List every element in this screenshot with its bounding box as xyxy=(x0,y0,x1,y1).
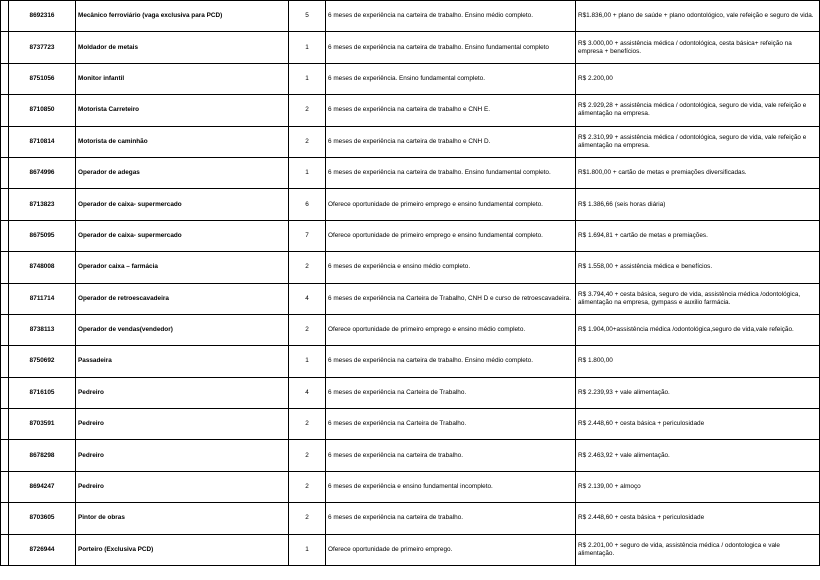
row-margin-cell xyxy=(1,63,9,94)
job-code-cell: 8748008 xyxy=(9,252,76,283)
job-code-cell: 8703605 xyxy=(9,503,76,534)
salary-benefits-cell: R$ 1.800,00 xyxy=(576,346,820,377)
vacancy-count-cell: 2 xyxy=(289,409,326,440)
requirements-cell: 6 meses de experiência e ensino médio completo. xyxy=(326,252,576,283)
job-code-cell: 8675095 xyxy=(9,220,76,251)
table-row xyxy=(1,63,820,94)
row-margin-cell xyxy=(1,440,9,471)
vacancy-count-cell: 2 xyxy=(289,440,326,471)
vacancy-count-cell: 2 xyxy=(289,95,326,126)
job-code-cell: 8737723 xyxy=(9,32,76,63)
requirements-cell: Oferece oportunidade de primeiro emprego e ensino fundamental completo. xyxy=(326,220,576,251)
requirements-cell: 6 meses de experiência na Carteira de Trabalho. xyxy=(326,377,576,408)
vacancy-count-cell: 7 xyxy=(289,220,326,251)
job-code-cell: 8694247 xyxy=(9,471,76,502)
salary-benefits-cell: R$ 1.904,00+assistência médica /odontológica,seguro de vida,vale refeição. xyxy=(576,314,820,345)
requirements-cell: Oferece oportunidade de primeiro emprego. xyxy=(326,534,576,565)
requirements-cell: 6 meses de experiência na carteira de trabalho. xyxy=(326,503,576,534)
salary-benefits-cell: R$ 2.201,00 + seguro de vida, assistência médica / odontologica e vale alimentação. xyxy=(576,534,820,565)
row-margin-cell xyxy=(1,314,9,345)
job-title-cell: Operador de vendas(vendedor) xyxy=(76,314,289,345)
vacancy-count-cell: 1 xyxy=(289,157,326,188)
job-title-cell: Pedreiro xyxy=(76,471,289,502)
salary-benefits-cell: R$ 2.139,00 + almoço xyxy=(576,471,820,502)
row-margin-cell xyxy=(1,346,9,377)
salary-benefits-cell: R$ 2.239,93 + vale alimentação. xyxy=(576,377,820,408)
job-title-cell: Operador de caixa- supermercado xyxy=(76,189,289,220)
vacancy-count-cell: 1 xyxy=(289,346,326,377)
table-row xyxy=(1,314,820,345)
row-margin-cell xyxy=(1,471,9,502)
vacancy-count-cell: 2 xyxy=(289,471,326,502)
salary-benefits-cell: R$ 2.463,92 + vale alimentação. xyxy=(576,440,820,471)
row-margin-cell xyxy=(1,377,9,408)
job-title-cell: Operador de caixa- supermercado xyxy=(76,220,289,251)
salary-benefits-cell: R$ 2.200,00 xyxy=(576,63,820,94)
requirements-cell: 6 meses de experiência na carteira de trabalho. xyxy=(326,440,576,471)
requirements-cell: Oferece oportunidade de primeiro emprego e ensino fundamental completo. xyxy=(326,189,576,220)
salary-benefits-cell: R$1.836,00 + plano de saúde + plano odontológico, vale refeição e seguro de vida. xyxy=(576,1,820,32)
job-code-cell: 8674996 xyxy=(9,157,76,188)
job-title-cell: Pedreiro xyxy=(76,440,289,471)
vacancy-count-cell: 2 xyxy=(289,314,326,345)
job-title-cell: Pedreiro xyxy=(76,409,289,440)
requirements-cell: 6 meses de experiência na carteira de trabalho e CNH D. xyxy=(326,126,576,157)
row-margin-cell xyxy=(1,1,9,32)
row-margin-cell xyxy=(1,220,9,251)
job-title-cell: Pintor de obras xyxy=(76,503,289,534)
job-openings-body xyxy=(1,1,820,566)
requirements-cell: 6 meses de experiência na carteira de trabalho. Ensino fundamental completo xyxy=(326,32,576,63)
requirements-cell: 6 meses de experiência na carteira de trabalho. Ensino fundamental completo. xyxy=(326,157,576,188)
job-code-cell: 8710814 xyxy=(9,126,76,157)
table-row xyxy=(1,346,820,377)
table-row xyxy=(1,126,820,157)
requirements-cell: 6 meses de experiência e ensino fundamental incompleto. xyxy=(326,471,576,502)
requirements-cell: 6 meses de experiência na carteira de trabalho. Ensino médio completo. xyxy=(326,346,576,377)
salary-benefits-cell: R$ 1.386,66 (seis horas diária) xyxy=(576,189,820,220)
table-row xyxy=(1,377,820,408)
vacancy-count-cell: 4 xyxy=(289,283,326,314)
job-code-cell: 8716105 xyxy=(9,377,76,408)
job-title-cell: Monitor infantil xyxy=(76,63,289,94)
job-code-cell: 8726944 xyxy=(9,534,76,565)
job-title-cell: Porteiro (Exclusiva PCD) xyxy=(76,534,289,565)
requirements-cell: 6 meses de experiência na Carteira de Trabalho. xyxy=(326,409,576,440)
job-title-cell: Motorista de caminhão xyxy=(76,126,289,157)
vacancy-count-cell: 2 xyxy=(289,503,326,534)
salary-benefits-cell: R$ 3.000,00 + assistência médica / odontológica, cesta básica+ refeição na empresa + benefícios. xyxy=(576,32,820,63)
table-row xyxy=(1,95,820,126)
table-row xyxy=(1,189,820,220)
vacancy-count-cell: 2 xyxy=(289,126,326,157)
salary-benefits-cell: R$ 2.310,99 + assistência médica / odontológica, seguro de vida, vale refeição e alimentação na empresa. xyxy=(576,126,820,157)
table-row xyxy=(1,440,820,471)
job-title-cell: Moldador de metais xyxy=(76,32,289,63)
job-title-cell: Motorista Carreteiro xyxy=(76,95,289,126)
job-code-cell: 8750692 xyxy=(9,346,76,377)
table-row xyxy=(1,32,820,63)
vacancy-count-cell: 6 xyxy=(289,189,326,220)
table-row xyxy=(1,534,820,565)
vacancy-count-cell: 1 xyxy=(289,32,326,63)
table-row xyxy=(1,503,820,534)
job-code-cell: 8710850 xyxy=(9,95,76,126)
job-title-cell: Operador caixa – farmácia xyxy=(76,252,289,283)
table-row xyxy=(1,283,820,314)
job-title-cell: Passadeira xyxy=(76,346,289,377)
job-title-cell: Operador de adegas xyxy=(76,157,289,188)
salary-benefits-cell: R$ 2.448,60 + cesta básica + periculosidade xyxy=(576,409,820,440)
row-margin-cell xyxy=(1,534,9,565)
table-row xyxy=(1,409,820,440)
table-row xyxy=(1,1,820,32)
requirements-cell: 6 meses de experiência na carteira de trabalho e CNH E. xyxy=(326,95,576,126)
vacancy-count-cell: 5 xyxy=(289,1,326,32)
requirements-cell: 6 meses de experiência. Ensino fundamental completo. xyxy=(326,63,576,94)
row-margin-cell xyxy=(1,283,9,314)
job-title-cell: Mecânico ferroviário (vaga exclusiva para PCD) xyxy=(76,1,289,32)
salary-benefits-cell: R$ 1.558,00 + assistência médica e benefícios. xyxy=(576,252,820,283)
requirements-cell: Oferece oportunidade de primeiro emprego e ensino médio completo. xyxy=(326,314,576,345)
salary-benefits-cell: R$ 3.794,40 + cesta básica, seguro de vida, assistência médica /odontológica, alimentação na empresa, gympass e auxilio farmácia. xyxy=(576,283,820,314)
vacancy-count-cell: 2 xyxy=(289,252,326,283)
job-title-cell: Pedreiro xyxy=(76,377,289,408)
job-code-cell: 8711714 xyxy=(9,283,76,314)
job-code-cell: 8703591 xyxy=(9,409,76,440)
requirements-cell: 6 meses de experiência na Carteira de Trabalho, CNH D e curso de retroescavadeira. xyxy=(326,283,576,314)
requirements-cell: 6 meses de experiência na carteira de trabalho. Ensino médio completo. xyxy=(326,1,576,32)
salary-benefits-cell: R$ 2.448,60 + cesta básica + periculosidade xyxy=(576,503,820,534)
table-row xyxy=(1,471,820,502)
job-code-cell: 8738113 xyxy=(9,314,76,345)
row-margin-cell xyxy=(1,126,9,157)
row-margin-cell xyxy=(1,95,9,126)
table-row xyxy=(1,157,820,188)
job-code-cell: 8678298 xyxy=(9,440,76,471)
row-margin-cell xyxy=(1,189,9,220)
salary-benefits-cell: R$1.800,00 + cartão de metas e premiações diversificadas. xyxy=(576,157,820,188)
job-code-cell: 8751056 xyxy=(9,63,76,94)
row-margin-cell xyxy=(1,409,9,440)
table-row xyxy=(1,252,820,283)
row-margin-cell xyxy=(1,252,9,283)
row-margin-cell xyxy=(1,32,9,63)
row-margin-cell xyxy=(1,157,9,188)
vacancy-count-cell: 4 xyxy=(289,377,326,408)
row-margin-cell xyxy=(1,503,9,534)
job-title-cell: Operador de retroescavadeira xyxy=(76,283,289,314)
table-row xyxy=(1,220,820,251)
vacancy-count-cell: 1 xyxy=(289,534,326,565)
vacancy-count-cell: 1 xyxy=(289,63,326,94)
job-code-cell: 8713823 xyxy=(9,189,76,220)
salary-benefits-cell: R$ 2.929,28 + assistência médica / odontológica, seguro de vida, vale refeição e alimentação na empresa. xyxy=(576,95,820,126)
job-code-cell: 8692316 xyxy=(9,1,76,32)
salary-benefits-cell: R$ 1.694,81 + cartão de metas e premiações. xyxy=(576,220,820,251)
